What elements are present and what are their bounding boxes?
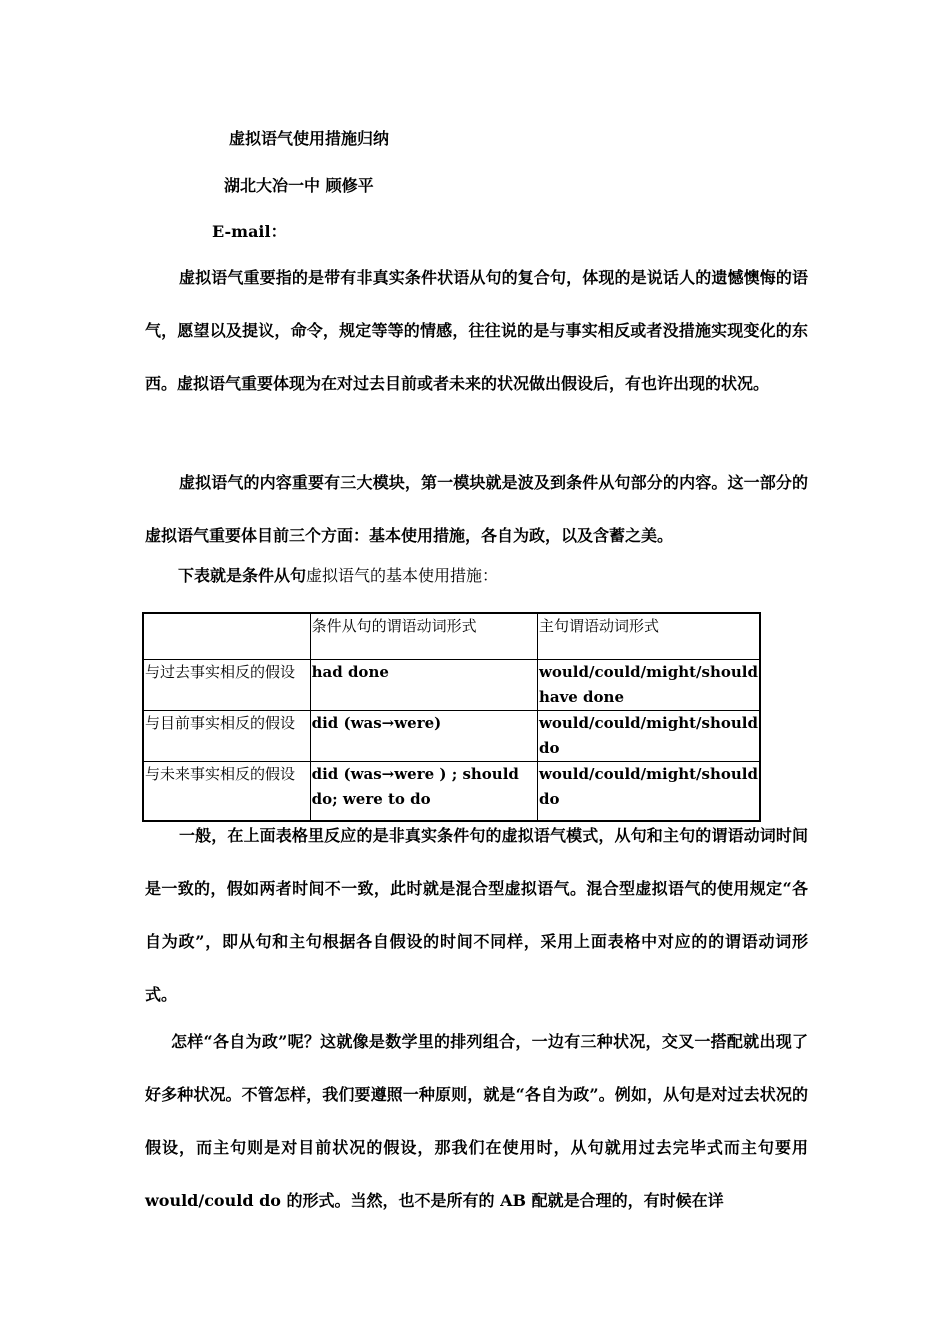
conditional-forms-table — [142, 612, 761, 822]
paragraph-definition: 虚拟语气重要指的是带有非真实条件状语从句的复合句，体现的是说话人的遗憾懊悔的语气，愿望以及提议，命令，规定等等的情感，往往说的是与事实相反或者没措施实现变化的东西。虚拟语气重要体现为在对过去目前或者未来的状况做出假设后，有也许出现的状况。 — [145, 268, 808, 393]
table-cell-label: 与未来事实相反的假设 — [143, 762, 310, 822]
table-cell-main: would/could/might/should do — [537, 762, 760, 822]
table-intro — [178, 563, 498, 586]
paragraph-combination: 怎样“各自为政”呢？这就像是数学里的排列组合，一边有三种状况，交叉一搭配就出现了好多种状况。不管怎样，我们要遵照一种原则，就是“各自为政”。例如，从句是对过去状况的假设，而主句则是对目前状况的假设，那我们在使用时，从句就用过去完毕式而主句要用 would/could do 的形式。当然，也不是所有的 AB 配就是合理的，有时候在详 — [145, 1032, 808, 1210]
table-cell-label: 与过去事实相反的假设 — [143, 660, 310, 711]
table-header-row — [143, 613, 760, 660]
table-header-cell — [143, 613, 310, 660]
table-cell-condition: did (was→were ) ; should do; were to do — [310, 762, 537, 822]
table-cell-main: would/could/might/should do — [537, 711, 760, 762]
email-label: E-mail： — [212, 222, 287, 241]
table-header-cell: 条件从句的谓语动词形式 — [310, 613, 537, 660]
paragraph-mixed-subjunctive: 一般，在上面表格里反应的是非真实条件句的虚拟语气模式，从句和主句的谓语动词时间是一致的，假如两者时间不一致，此时就是混合型虚拟语气。混合型虚拟语气的使用规定“各自为政”，即从句和主句根据各自假设的时间不同样，采用上面表格中对应的的谓语动词形式。 — [145, 826, 808, 1004]
document-author: 湖北大冶一中 顾修平 — [224, 176, 374, 195]
table-cell-main: would/could/might/should have done — [537, 660, 760, 711]
table-cell-condition: had done — [310, 660, 537, 711]
table-row — [143, 660, 760, 711]
table-header-cell: 主句谓语动词形式 — [537, 613, 760, 660]
paragraph-modules: 虚拟语气的内容重要有三大模块，第一模块就是波及到条件从句部分的内容。这一部分的虚拟语气重要体目前三个方面：基本使用措施，各自为政，以及含蓄之美。 — [145, 473, 808, 545]
table-intro-bold: 下表就是条件从句 — [178, 566, 307, 585]
table-row — [143, 711, 760, 762]
document-title: 虚拟语气使用措施归纳 — [229, 129, 390, 148]
table-intro-plain: 虚拟语气的基本使用措施： — [306, 566, 499, 585]
table-cell-label: 与目前事实相反的假设 — [143, 711, 310, 762]
table-cell-condition: did (was→were) — [310, 711, 537, 762]
